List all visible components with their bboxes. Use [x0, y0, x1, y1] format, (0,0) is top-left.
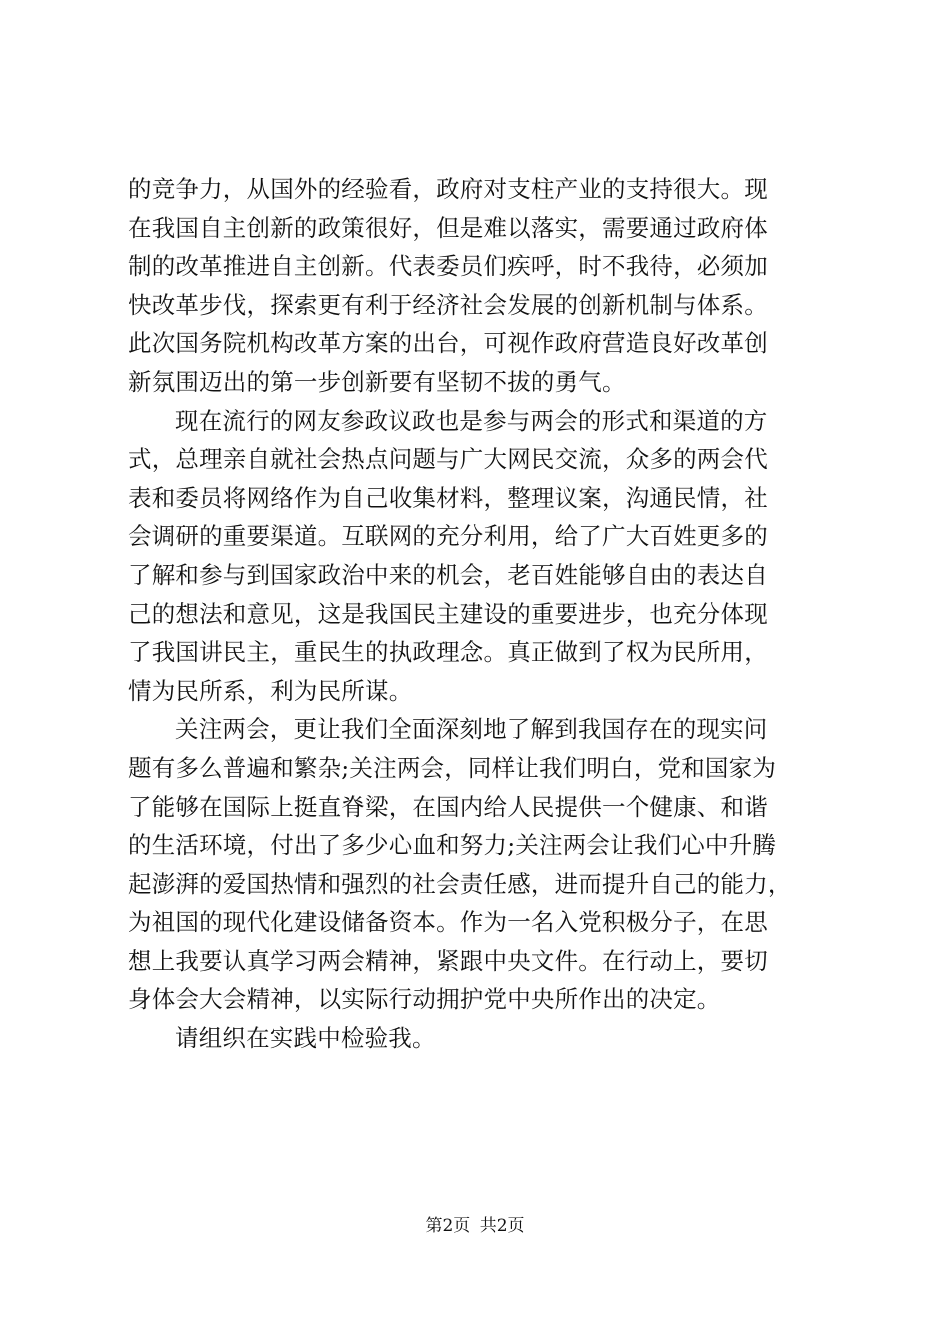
text-line: 的竞争力，从国外的经验看，政府对支柱产业的支持很大。现	[128, 175, 768, 203]
text-line: 了解和参与到国家政治中来的机会，老百姓能够自由的表达自	[128, 560, 768, 589]
body-text	[128, 170, 828, 1058]
text-line: 制的改革推进自主创新。代表委员们疾呼，时不我待，必须加	[128, 252, 768, 281]
page-footer	[0, 1214, 950, 1238]
text-line: 情为民所系，利为民所谋。	[128, 676, 413, 705]
text-line: 式，总理亲自就社会热点问题与广大网民交流，众多的两会代	[128, 445, 768, 474]
paragraph-first-line: 现在流行的网友参政议政也是参与两会的形式和渠道的方	[175, 406, 768, 435]
paragraph-first-line: 关注两会，更让我们全面深刻地了解到我国存在的现实问	[175, 715, 768, 744]
text-line: 己的想法和意见，这是我国民主建设的重要进步，也充分体现	[128, 599, 768, 628]
text-line: 此次国务院机构改革方案的出台，可视作政府营造良好改革创	[128, 329, 768, 358]
text-line: 起澎湃的爱国热情和强烈的社会责任感，进而提升自己的能力，	[128, 869, 792, 898]
text-line: 快改革步伐，探索更有利于经济社会发展的创新机制与体系。	[128, 290, 768, 319]
text-line: 为祖国的现代化建设储备资本。作为一名入党积极分子，在思	[128, 908, 768, 937]
text-line: 表和委员将网络作为自己收集材料，整理议案，沟通民情，社	[128, 483, 768, 512]
text-line: 想上我要认真学习两会精神，紧跟中央文件。在行动上，要切	[128, 946, 768, 975]
paragraph-first-line: 请组织在实践中检验我。	[175, 1024, 436, 1053]
text-line: 会调研的重要渠道。互联网的充分利用，给了广大百姓更多的	[128, 522, 768, 551]
text-line: 新氛围迈出的第一步创新要有坚韧不拔的勇气。	[128, 367, 626, 396]
text-line: 题有多么普遍和繁杂;关注两会，同样让我们明白，党和国家为	[128, 753, 777, 782]
text-line: 的生活环境，付出了多少心血和努力;关注两会让我们心中升腾	[128, 831, 777, 860]
text-line: 身体会大会精神，以实际行动拥护党中央所作出的决定。	[128, 985, 721, 1014]
text-line: 了能够在国际上挺直脊梁，在国内给人民提供一个健康、和谐	[128, 792, 768, 821]
page-total: 共2页	[479, 1216, 525, 1236]
text-line: 在我国自主创新的政策很好，但是难以落实，需要通过政府体	[128, 213, 768, 242]
text-line: 了我国讲民主，重民生的执政理念。真正做到了权为民所用，	[128, 638, 768, 667]
page-number: 第2页	[425, 1216, 471, 1236]
